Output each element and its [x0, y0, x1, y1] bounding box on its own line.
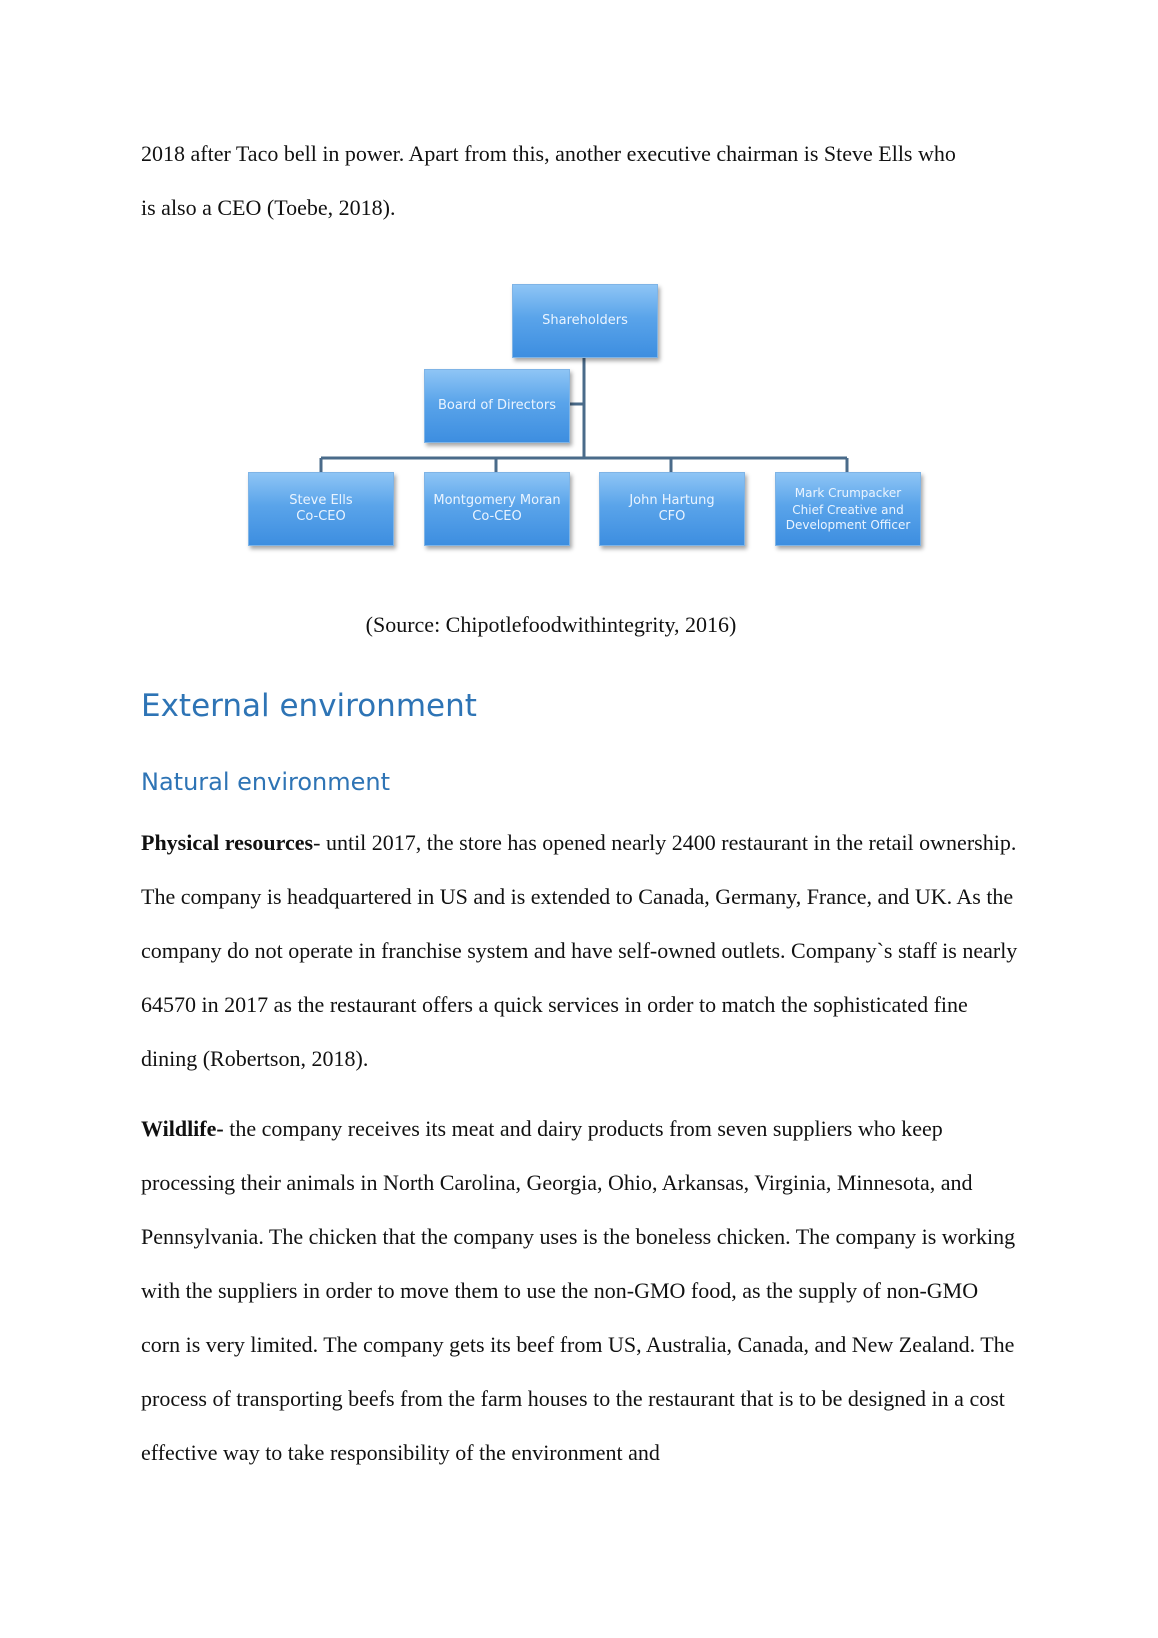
org-box-officer-4 [775, 472, 921, 546]
org-label-board: Board of Directors [438, 398, 556, 413]
intro-line-1: 2018 after Taco bell in power. Apart from this, another executive chairman is Steve Ells who [141, 141, 956, 166]
officer-name: Montgomery Moran [433, 493, 561, 508]
officer-role: Co-CEO [296, 509, 346, 524]
org-box-shareholders [512, 284, 658, 358]
org-box-officer-3 [599, 472, 745, 546]
heading-external-environment: External environment [141, 688, 477, 724]
officer-role: Co-CEO [472, 509, 522, 524]
heading-natural-environment: Natural environment [141, 768, 390, 796]
officer-role: CFO [658, 509, 686, 524]
physical-resources-text: - until 2017, the store has opened nearly 2400 restaurant in the retail ownership. The company is headquartered in US and is extended to Canada, Germany, France, and UK. As the company do not operate in franchise system and have self-owned outlets. Company`s staff is nearly 64570 in 2017 as the restaurant offers a quick services in order to match the sophisticated fine dining (Robertson, 2018). [141, 830, 1018, 1071]
org-box-board [424, 369, 570, 443]
paragraph-physical-resources [141, 816, 1021, 1086]
paragraph-wildlife [141, 1102, 1021, 1480]
officer-name: Steve Ells [289, 493, 353, 508]
org-box-officer-1 [248, 472, 394, 546]
intro-line-2: is also a CEO (Toebe, 2018). [141, 195, 396, 220]
org-label-shareholders: Shareholders [542, 313, 628, 328]
figure-caption: (Source: Chipotlefoodwithintegrity, 2016) [365, 612, 737, 637]
officer-name: Mark Crumpacker [794, 485, 902, 500]
officer-role: Chief Creative and Development Officer [785, 502, 911, 532]
org-box-officer-2 [424, 472, 570, 546]
physical-resources-label: Physical resources [141, 830, 314, 855]
intro-paragraph [141, 127, 1021, 235]
wildlife-label: Wildlife- [141, 1116, 224, 1141]
wildlife-text: the company receives its meat and dairy products from seven suppliers who keep processing their animals in North Carolina, Georgia, Ohio, Arkansas, Virginia, Minnesota, and Pennsylvania. The chicken that the company uses is the boneless chicken. The company is working with the suppliers in order to move them to use the non-GMO food, as the supply of non-GMO corn is very limited. The company gets its beef from US, Australia, Canada, and New Zealand. The process of transporting beefs from the farm houses to the restaurant that is to be designed in a cost effective way to take responsibility of the environment and [141, 1116, 1016, 1465]
officer-name: John Hartung [629, 493, 715, 508]
org-chart [240, 280, 930, 550]
